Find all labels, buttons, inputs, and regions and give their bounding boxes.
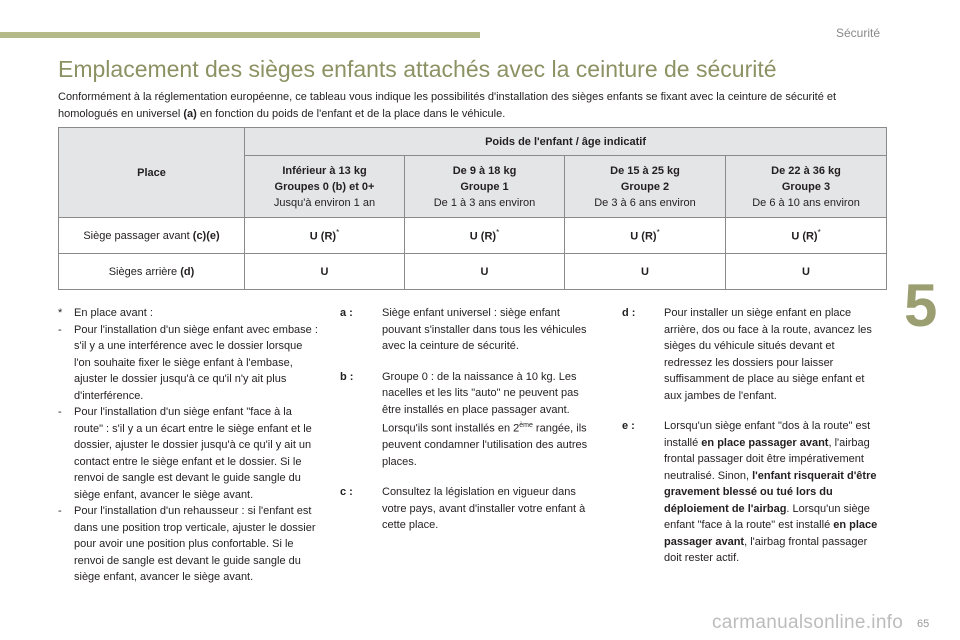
footnote-head: En place avant : [74,307,153,319]
footnote-mark: * [58,307,63,319]
notes-column-2 [340,305,600,548]
table-cell: U [245,254,405,290]
table-cell: U [726,254,887,290]
note-c: c : Consultez la législation en vigueur dans votre pays, avant d'installer votre enfant à cette place. [340,486,586,532]
note-e: e : Lorsqu'un siège enfant "dos à la route" est installé en place passager avant, l'airbag frontal passager doit être impérativement neutralisé. Sinon, l'enfant risquerait d'être gravement blessé ou tué lors du déploiement de l'airbag. Lorsqu'un siège enfant "face à la route" est installé en place passager avant, l'airbag frontal passager doit rester actif. [622,420,878,564]
column-header: De 9 à 18 kg Groupe 1 De 1 à 3 ans environ [405,156,565,218]
footnote-star [58,305,320,586]
place-header: Place [59,128,245,218]
table-cell: U [565,254,726,290]
table-row [59,218,887,254]
intro-text-1: Conformément à la réglementation européenne, ce tableau vous indique les possibilités d'installation des sièges enfants se fixant avec la ceinture de sécurité et homologués en universel [58,91,837,120]
list-item: - Pour l'installation d'un siège enfant avec embase : s'il y a une interférence avec le dossier lorsque l'on souhaite fixer le siège enfant à l'embase, ajuster le dossier jusqu'à ce qu'il n'y ait plus d'interférence. [58,323,318,402]
note-d: d : Pour installer un siège enfant en place arrière, dos ou face à la route, avancez les sièges du véhicule situés devant et redressez les dossiers pour laisser suffisamment de place au siège enfant et aux jambes de l'enfant. [622,307,872,402]
weight-header: Poids de l'enfant / âge indicatif [245,128,887,156]
page-title: Emplacement des sièges enfants attachés avec la ceinture de sécurité [58,56,777,82]
list-item: - Pour l'installation d'un siège enfant "face à la route" : s'il y a un écart entre le siège enfant et le dossier, ajuster le dossier jusqu'à ce qu'il y ait un contact entre le siège enfant et le dossier. Si le renvoi de sangle est devant le guide sangle du siège enfant, avancer le siège avant. [58,406,312,501]
intro-text-2: en fonction du poids de l'enfant et de la place dans le véhicule. [196,108,506,120]
list-item: - Pour l'installation d'un rehausseur : si l'enfant est dans une position trop verticale, ajuster le dossier pour avoir une position plus confortable. Si le renvoi de sangle est devant le guide sangle du siège enfant, avancer le siège avant. [58,505,316,583]
notes-column-3 [622,305,884,581]
chapter-number: 5 [904,272,938,339]
page-number: 65 [917,618,930,630]
table-cell: U (R)* [565,218,726,254]
intro-bold: (a) [183,108,197,120]
column-header: De 15 à 25 kg Groupe 2 De 3 à 6 ans environ [565,156,726,218]
table-cell: U (R)* [245,218,405,254]
watermark: carmanualsonline.info [712,612,904,633]
section-label: Sécurité [836,26,881,40]
column-header: Inférieur à 13 kg Groupes 0 (b) et 0+ Jusqu'à environ 1 an [245,156,405,218]
table-row [59,254,887,290]
child-seat-table [58,127,887,290]
table-cell: U (R)* [405,218,565,254]
note-b: b : Groupe 0 : de la naissance à 10 kg. Les nacelles et les lits "auto" ne peuvent pas être installés en place passager avant. Lorsqu'ils sont installés en 2ème rangée, ils peuvent condamner l'utilisation des autres places. [340,370,588,468]
row-place: Sièges arrière (d) [59,254,245,290]
note-a: a : Siège enfant universel : siège enfant pouvant s'installer dans tous les véhicules avec la ceinture de sécurité. [340,307,587,352]
header-bar [0,32,480,38]
intro-paragraph [58,89,888,123]
column-header: De 22 à 36 kg Groupe 3 De 6 à 10 ans environ [726,156,887,218]
row-place: Siège passager avant (c)(e) [59,218,245,254]
table-cell: U (R)* [726,218,887,254]
table-cell: U [405,254,565,290]
